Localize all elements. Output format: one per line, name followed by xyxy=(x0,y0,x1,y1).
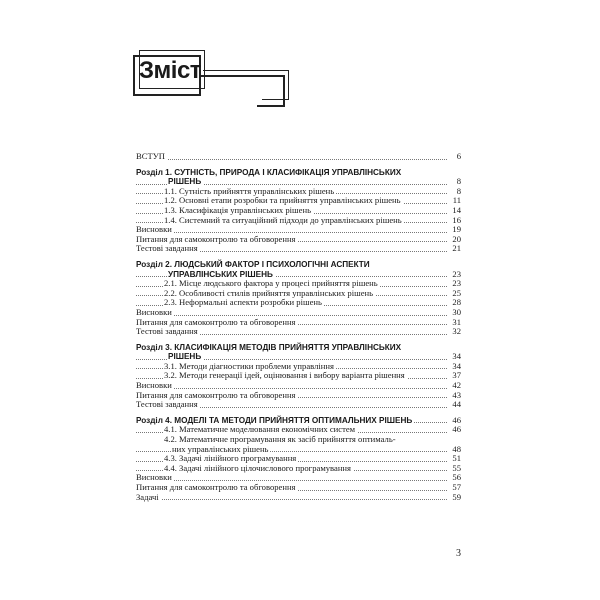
dot-leader xyxy=(136,232,447,233)
toc-entry-label: 4.3. Задачі лінійного програмування xyxy=(164,453,297,464)
toc-page-number: 14 xyxy=(452,204,461,215)
dot-leader xyxy=(136,315,447,316)
toc-entry-label: 4.4. Задачі лінійного цілочислового програмування xyxy=(164,462,351,473)
page-number: 3 xyxy=(456,548,461,559)
page-title: Зміст xyxy=(139,57,202,84)
toc-entry-label: 3.1. Методи діагностики проблеми управління xyxy=(164,360,334,371)
toc-page-number: 55 xyxy=(452,462,461,473)
dot-leader xyxy=(136,388,447,389)
toc-page-number: 23 xyxy=(452,278,461,289)
toc-entry-label: 3.2. Методи генерації ідей, оцінювання і вибору варіанта рішення xyxy=(164,370,405,381)
toc-page-number: 25 xyxy=(452,287,461,298)
toc-entry-label: РІШЕНЬ xyxy=(168,177,202,187)
toc-entry-label: 4.2. Математичне програмування як засіб прийняття оптималь- xyxy=(164,434,396,445)
toc-entry-label: Тестові завдання xyxy=(136,326,198,337)
dot-leader xyxy=(136,159,447,160)
toc-page-number: 6 xyxy=(456,151,461,161)
toc-page-number: 46 xyxy=(452,424,461,435)
toc-entry-label: Питання для самоконтролю та обговорення xyxy=(136,389,296,400)
toc-page-number: 30 xyxy=(452,306,461,317)
toc-entry-label: Висновки xyxy=(136,306,172,317)
toc-entry-tests[interactable] xyxy=(136,400,461,410)
toc-entry-label: Висновки xyxy=(136,380,172,391)
toc-page-number: 48 xyxy=(452,443,461,454)
toc-entry-tests[interactable] xyxy=(136,244,461,254)
toc-page-number: 34 xyxy=(452,351,461,362)
toc-page-number: 57 xyxy=(452,482,461,492)
toc-page-number: 23 xyxy=(452,268,461,279)
toc-entry-label: Задачі xyxy=(136,491,159,502)
toc-entry[interactable] xyxy=(136,464,461,474)
toc-page-number: 8 xyxy=(456,176,461,187)
toc-page-number: 37 xyxy=(452,370,461,381)
toc-page-number: 21 xyxy=(452,243,461,254)
toc-page-number: 59 xyxy=(452,491,461,502)
toc-entry-label: 2.3. Неформальні аспекти розробки рішень xyxy=(164,297,322,308)
toc-entry[interactable] xyxy=(136,371,461,381)
toc-entry-label: Розділ 1. СУТНІСТЬ, ПРИРОДА І КЛАСИФІКАЦІЯ УПРАВЛІНСЬКИХ xyxy=(136,167,402,177)
toc-page-number: 28 xyxy=(452,297,461,308)
toc-page-number: 42 xyxy=(452,380,461,391)
toc-entry-tasks[interactable] xyxy=(136,493,461,503)
toc-section-2-title[interactable] xyxy=(136,260,461,270)
toc-entry-label: 1.2. Основні етапи розробки та прийняття управлінських рішень xyxy=(164,195,401,206)
toc-page-number: 20 xyxy=(452,233,461,244)
toc-page-number: 46 xyxy=(452,414,461,425)
toc-page-number: 19 xyxy=(452,224,461,235)
toc-entry-label: Розділ 4. МОДЕЛІ ТА МЕТОДИ ПРИЙНЯТТЯ ОПТИМАЛЬНИХ РІШЕНЬ xyxy=(136,415,413,425)
toc-entry-label: Висновки xyxy=(136,224,172,235)
header-corner-bracket-inner xyxy=(262,70,289,100)
toc-entry-label: Питання для самоконтролю та обговорення xyxy=(136,233,296,244)
toc-entry-label: 2.1. Місце людського фактора у процесі прийняття рішень xyxy=(164,278,378,289)
toc-entry-label: УПРАВЛІНСЬКИХ РІШЕНЬ xyxy=(168,269,273,279)
toc-entry[interactable] xyxy=(136,216,461,226)
toc-page-number: 34 xyxy=(452,360,461,371)
toc-entry-label: Тестові завдання xyxy=(136,399,198,410)
toc-page-number: 56 xyxy=(452,472,461,483)
toc-section-1-title[interactable] xyxy=(136,168,461,178)
toc-entry-tests[interactable] xyxy=(136,327,461,337)
toc-page-number: 16 xyxy=(452,214,461,225)
toc-entry-label: ВСТУП xyxy=(136,151,166,161)
toc-entry-label: Тестові завдання xyxy=(136,243,198,254)
toc-entry-label: 1.3. Класифікація управлінських рішень xyxy=(164,204,312,215)
table-of-contents xyxy=(136,152,461,502)
toc-section-3-title[interactable] xyxy=(136,343,461,353)
toc-entry-label: 1.1. Сутність прийняття управлінських рішень xyxy=(164,185,335,196)
toc-entry-label: Висновки xyxy=(136,472,172,483)
toc-page-number: 11 xyxy=(452,195,461,206)
dot-leader xyxy=(136,499,447,500)
toc-entry-label: них управлінських рішень xyxy=(172,443,269,454)
dot-leader xyxy=(136,480,447,481)
toc-page-number: 8 xyxy=(456,185,461,196)
toc-entry-label: РІШЕНЬ xyxy=(168,352,202,362)
toc-entry-questions[interactable] xyxy=(136,483,461,493)
toc-page-number: 32 xyxy=(452,326,461,337)
toc-entry-label: Питання для самоконтролю та обговорення xyxy=(136,482,296,492)
toc-entry-label: Розділ 2. ЛЮДСЬКИЙ ФАКТОР І ПСИХОЛОГІЧНІ АСПЕКТИ xyxy=(136,259,370,269)
toc-page-number: 44 xyxy=(452,399,461,410)
toc-page-number: 31 xyxy=(452,316,461,327)
toc-entry-label: Питання для самоконтролю та обговорення xyxy=(136,316,296,327)
toc-entry-label: 1.4. Системний та ситуаційний підходи до управлінських рішень xyxy=(164,214,402,225)
toc-entry-label: 4.1. Математичне моделювання економічних систем xyxy=(164,424,356,435)
toc-page-number: 51 xyxy=(452,453,461,464)
toc-page-number: 43 xyxy=(452,389,461,400)
toc-entry[interactable] xyxy=(136,298,461,308)
toc-entry-label: Розділ 3. КЛАСИФІКАЦІЯ МЕТОДІВ ПРИЙНЯТТЯ УПРАВЛІНСЬКИХ xyxy=(136,342,402,352)
toc-entry-label: 2.2. Особливості стилів прийняття управлінських рішень xyxy=(164,287,374,298)
toc-entry-intro[interactable] xyxy=(136,152,461,162)
